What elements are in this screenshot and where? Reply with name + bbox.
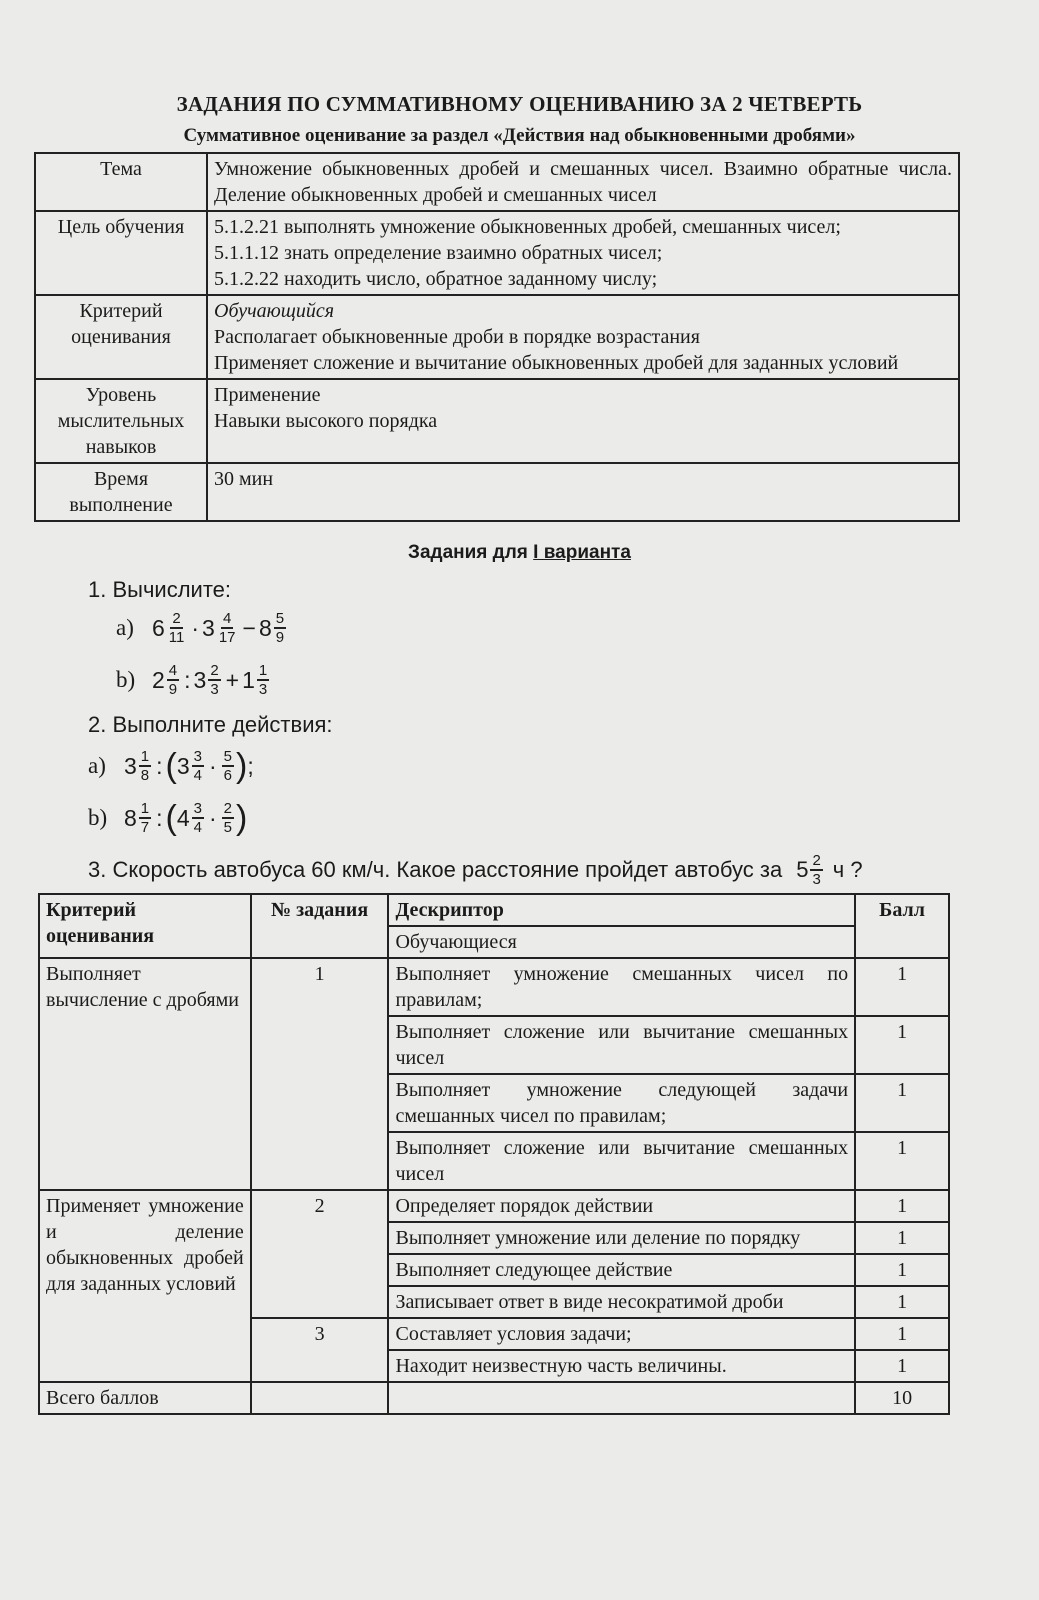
denominator: 4: [193, 819, 202, 836]
section-subtitle: Суммативное оценивание за раздел «Действия над обыкновенными дробями»: [183, 125, 856, 146]
score: 1: [855, 1074, 949, 1132]
close-paren: ): [236, 747, 248, 785]
operator: −: [242, 614, 256, 641]
expression: [152, 610, 288, 646]
page-title: ЗАДАНИЯ ПО СУММАТИВНОМУ ОЦЕНИВАНИЮ ЗА 2 ЧЕТВЕРТЬ: [176, 92, 863, 116]
denominator: 9: [168, 681, 178, 698]
denominator: 3: [812, 871, 821, 888]
numerator: 3: [193, 800, 202, 817]
numerator: 1: [140, 748, 150, 765]
goal-line: 5.1.1.12 знать определение взаимно обратных чисел;: [214, 242, 663, 264]
header-descriptor: Дескриптор: [388, 894, 855, 926]
descriptor: Составляет условия задачи;: [388, 1318, 855, 1350]
descriptor: Выполняет умножение следующей задачи смешанных чисел по правилам;: [388, 1074, 855, 1132]
whole-part: 8: [124, 804, 137, 831]
score: 1: [855, 1286, 949, 1318]
variant-prefix: Задания для: [408, 542, 534, 563]
criterion-1: Выполняет вычисление с дробями: [39, 958, 251, 1190]
denominator: 9: [275, 629, 285, 646]
criteria-value: [207, 295, 959, 379]
whole-part: 2: [152, 666, 165, 693]
semicolon: ;: [247, 752, 254, 779]
total-empty-cell: [388, 1382, 855, 1414]
whole-part: 4: [176, 804, 190, 831]
open-paren: (: [165, 747, 177, 785]
descriptor: Выполняет умножение смешанных чисел по правилам;: [388, 958, 855, 1016]
operator: :: [156, 752, 163, 779]
task-1b: [116, 662, 271, 698]
criteria-label: Критерий оценивания: [35, 295, 207, 379]
task-number: 3: [251, 1318, 389, 1382]
numerator: 4: [168, 662, 178, 679]
criteria-line: Обучающийся: [214, 300, 335, 322]
denominator: 11: [168, 629, 185, 646]
whole-part: 3: [176, 752, 190, 779]
task-letter: b): [88, 805, 108, 830]
task-3-text: 3. Скорость автобуса 60 км/ч. Какое расстояние пройдет автобус за: [88, 857, 783, 882]
rubric-row: [39, 1190, 949, 1222]
task-letter: b): [116, 667, 136, 692]
topic-label: Тема: [35, 153, 207, 211]
numerator: 1: [140, 800, 150, 817]
score: 1: [855, 1190, 949, 1222]
fraction: [257, 662, 269, 698]
fraction: [274, 610, 286, 646]
info-row-topic: [35, 153, 959, 211]
header-students: Обучающиеся: [388, 926, 855, 958]
header-score: Балл: [855, 894, 949, 958]
descriptor: Находит неизвестную часть величины.: [388, 1350, 855, 1382]
level-value: [207, 379, 959, 463]
expression: [124, 800, 247, 836]
numerator: 1: [258, 662, 268, 679]
numerator: 5: [223, 748, 233, 765]
total-label: Всего баллов: [39, 1382, 251, 1414]
level-line: Применение: [214, 384, 321, 406]
denominator: 7: [140, 819, 150, 836]
numerator: 2: [210, 662, 219, 679]
whole-part: 5: [796, 857, 809, 882]
total-score: 10: [855, 1382, 949, 1414]
level-line: Навыки высокого порядка: [214, 410, 438, 432]
rubric-total-row: [39, 1382, 949, 1414]
fraction: [167, 662, 179, 698]
rubric-row: [39, 958, 949, 1016]
fraction: [139, 800, 151, 836]
denominator: 3: [258, 681, 268, 698]
descriptor: Выполняет сложение или вычитание смешанных чисел: [388, 1016, 855, 1074]
denominator: 17: [218, 629, 236, 646]
task-1-heading: 1. Вычислите:: [88, 577, 231, 602]
close-paren: ): [236, 799, 248, 837]
whole-part: 3: [193, 666, 207, 693]
numerator: 2: [223, 800, 233, 817]
time-value: 30 мин: [207, 463, 959, 521]
variant-heading: [0, 542, 1039, 564]
score: 1: [855, 1254, 949, 1286]
operator: :: [184, 666, 191, 693]
whole-part: 6: [152, 614, 165, 641]
total-empty-cell: [251, 1382, 389, 1414]
numerator: 5: [275, 610, 285, 627]
numerator: 4: [223, 610, 232, 627]
score: 1: [855, 1222, 949, 1254]
denominator: 3: [210, 681, 219, 698]
task-1a: [116, 610, 288, 646]
score: 1: [855, 1016, 949, 1074]
whole-part: 8: [258, 614, 272, 641]
task-2-heading: 2. Выполните действия:: [88, 712, 333, 737]
whole-part: 3: [202, 614, 215, 641]
whole-part: 1: [242, 666, 255, 693]
expression: [124, 748, 254, 784]
task-number: 2: [251, 1190, 389, 1318]
denominator: 6: [223, 767, 233, 784]
criterion-2: Применяет умножение и деление обыкновенных дробей для заданных условий: [39, 1190, 251, 1382]
descriptor: Определяет порядок действии: [388, 1190, 855, 1222]
numerator: 2: [812, 852, 821, 869]
task-2a: [88, 748, 254, 784]
denominator: 8: [140, 767, 150, 784]
rubric-table: [38, 893, 950, 1415]
task-2b: [88, 800, 247, 836]
numerator: 2: [172, 610, 181, 627]
variant-number: I варианта: [533, 542, 631, 563]
operator: +: [225, 666, 240, 693]
level-label: Уровень мыслительных навыков: [35, 379, 207, 463]
info-row-goal: [35, 211, 959, 295]
goal-value: [207, 211, 959, 295]
descriptor: Выполняет сложение или вычитание смешанных чисел: [388, 1132, 855, 1190]
task-number: 1: [251, 958, 389, 1190]
info-table: [34, 152, 960, 522]
score: 1: [855, 1318, 949, 1350]
fraction: [192, 800, 204, 836]
fraction: [192, 748, 204, 784]
descriptor: Записывает ответ в виде несократимой дроби: [388, 1286, 855, 1318]
open-paren: (: [165, 799, 177, 837]
fraction: [208, 662, 220, 698]
rubric-header-row: [39, 894, 949, 926]
topic-value: Умножение обыкновенных дробей и смешанных чисел. Взаимно обратные числа. Деление обыкновенных дробей и смешанных чисел: [207, 153, 959, 211]
task-letter: a): [116, 615, 134, 640]
criteria-line: Применяет сложение и вычитание обыкновенных дробей для заданных условий: [214, 352, 899, 374]
info-row-criteria: [35, 295, 959, 379]
fraction: [222, 748, 234, 784]
goal-label: Цель обучения: [35, 211, 207, 295]
score: 1: [855, 958, 949, 1016]
denominator: 5: [223, 819, 233, 836]
info-row-time: [35, 463, 959, 521]
fraction: [222, 800, 234, 836]
fraction: [139, 748, 151, 784]
whole-part: 3: [124, 752, 137, 779]
descriptor: Выполняет следующее действие: [388, 1254, 855, 1286]
task-3-unit: ч ?: [832, 857, 863, 882]
header-criterion: Критерий оценивания: [39, 894, 251, 958]
time-label: Время выполнение: [35, 463, 207, 521]
task-3: [88, 852, 863, 888]
score: 1: [855, 1132, 949, 1190]
descriptor: Выполняет умножение или деление по порядку: [388, 1222, 855, 1254]
operator: ·: [209, 804, 217, 831]
fraction: [217, 610, 238, 646]
score: 1: [855, 1350, 949, 1382]
expression: [152, 662, 271, 698]
fraction: [810, 852, 822, 888]
numerator: 3: [193, 748, 202, 765]
operator: ·: [191, 614, 200, 641]
header-number: № задания: [251, 894, 389, 958]
goal-line: 5.1.2.21 выполнять умножение обыкновенных дробей, смешанных чисел;: [214, 216, 841, 238]
task-letter: a): [88, 753, 106, 778]
fraction: [167, 610, 187, 646]
operator: ·: [209, 752, 217, 779]
criteria-line: Располагает обыкновенные дроби в порядке возрастания: [214, 326, 700, 348]
denominator: 4: [193, 767, 202, 784]
operator: :: [156, 804, 163, 831]
info-row-level: [35, 379, 959, 463]
goal-line: 5.1.2.22 находить число, обратное заданному числу;: [214, 268, 658, 290]
